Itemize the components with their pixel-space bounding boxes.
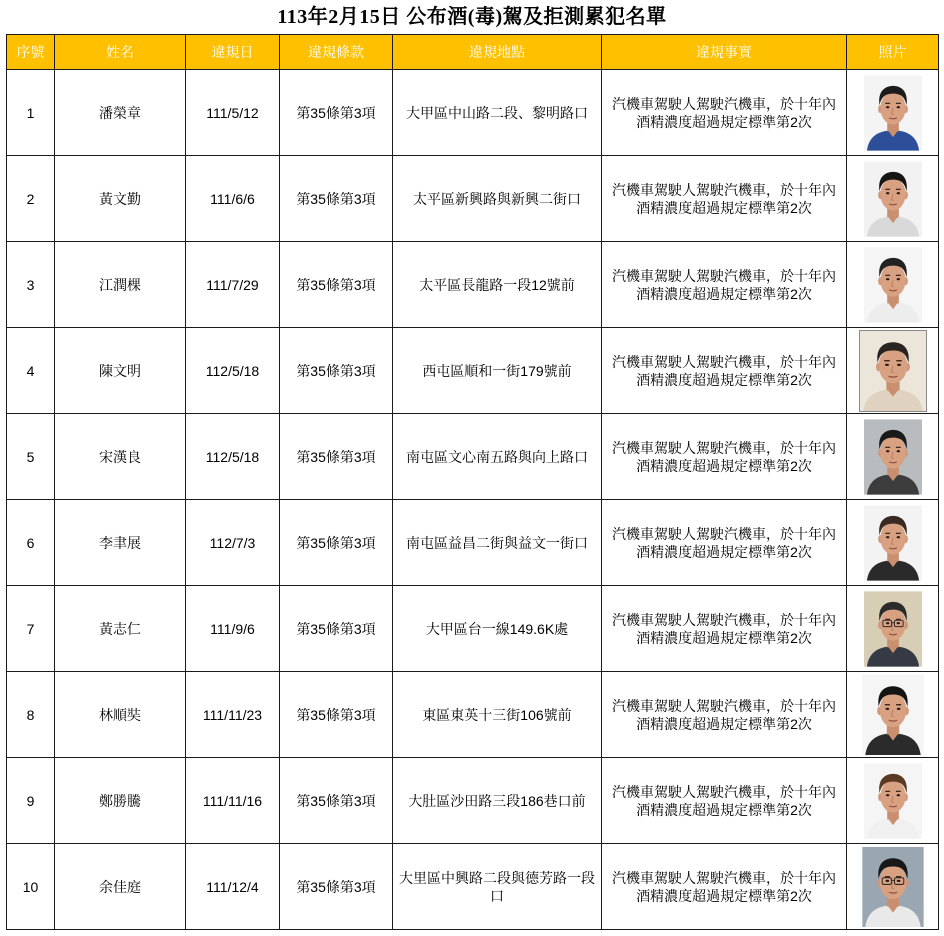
table-row	[7, 70, 939, 156]
violation-fact-line: 酒精濃度超過規定標準第2次	[636, 199, 812, 216]
photo-cell	[847, 844, 939, 930]
violation-fact	[602, 242, 847, 328]
table-row	[7, 156, 939, 242]
table-row	[7, 844, 939, 930]
violation-fact-line: 酒精濃度超過規定標準第2次	[636, 371, 812, 388]
driver-name: 黃文勤	[55, 156, 186, 242]
person-photo	[864, 74, 922, 152]
violation-date: 112/5/18	[186, 414, 280, 500]
violation-location: 南屯區文心南五路與向上路口	[393, 414, 602, 500]
violation-fact-line: 酒精濃度超過規定標準第2次	[636, 113, 812, 130]
violation-fact-line: 酒精濃度超過規定標準第2次	[636, 629, 812, 646]
violation-fact-line: 酒精濃度超過規定標準第2次	[636, 887, 812, 904]
table-row	[7, 414, 939, 500]
driver-name: 鄭勝騰	[55, 758, 186, 844]
row-number: 9	[7, 758, 55, 844]
row-number: 8	[7, 672, 55, 758]
person-photo	[864, 590, 922, 668]
column-header-fact: 違規事實	[602, 35, 847, 70]
page-title: 113年2月15日 公布酒(毒)駕及拒測累犯名單	[277, 6, 667, 28]
violation-date: 111/5/12	[186, 70, 280, 156]
violation-article: 第35條第3項	[280, 242, 393, 328]
violation-fact	[602, 500, 847, 586]
photo-cell	[847, 70, 939, 156]
violation-article: 第35條第3項	[280, 70, 393, 156]
column-header-number: 序號	[7, 35, 55, 70]
violation-fact-line: 汽機車駕駛人駕駛汽機車，於十年內	[612, 783, 836, 800]
violation-fact	[602, 672, 847, 758]
row-number: 7	[7, 586, 55, 672]
violation-fact	[602, 586, 847, 672]
violation-date: 111/6/6	[186, 156, 280, 242]
violation-location: 南屯區益昌二街與益文一街口	[393, 500, 602, 586]
violation-location: 東區東英十三街106號前	[393, 672, 602, 758]
violation-article: 第35條第3項	[280, 328, 393, 414]
offender-table	[6, 34, 939, 930]
row-number: 2	[7, 156, 55, 242]
column-header-location: 違規地點	[393, 35, 602, 70]
violation-location: 太平區新興路與新興二街口	[393, 156, 602, 242]
violation-article: 第35條第3項	[280, 500, 393, 586]
driver-name: 江潤棵	[55, 242, 186, 328]
driver-name: 宋漢良	[55, 414, 186, 500]
photo-cell	[847, 586, 939, 672]
violation-fact-line: 汽機車駕駛人駕駛汽機車，於十年內	[612, 525, 836, 542]
table-row	[7, 328, 939, 414]
row-number: 5	[7, 414, 55, 500]
violation-fact-line: 汽機車駕駛人駕駛汽機車，於十年內	[612, 869, 836, 886]
violation-date: 111/7/29	[186, 242, 280, 328]
person-photo	[864, 160, 922, 238]
column-header-name: 姓名	[55, 35, 186, 70]
person-photo	[864, 504, 922, 582]
violation-date: 111/11/23	[186, 672, 280, 758]
photo-cell	[847, 328, 939, 414]
violation-location: 太平區長龍路一段12號前	[393, 242, 602, 328]
driver-name: 李聿展	[55, 500, 186, 586]
violation-date: 111/9/6	[186, 586, 280, 672]
column-header-photo: 照片	[847, 35, 939, 70]
violation-article: 第35條第3項	[280, 758, 393, 844]
violation-location: 西屯區順和一街179號前	[393, 328, 602, 414]
violation-fact-line: 酒精濃度超過規定標準第2次	[636, 543, 812, 560]
violation-article: 第35條第3項	[280, 672, 393, 758]
table-row	[7, 242, 939, 328]
violation-date: 111/12/4	[186, 844, 280, 930]
row-number: 3	[7, 242, 55, 328]
violation-fact-line: 酒精濃度超過規定標準第2次	[636, 285, 812, 302]
column-header-date: 違規日	[186, 35, 280, 70]
person-photo	[860, 331, 926, 411]
driver-name: 潘榮章	[55, 70, 186, 156]
violation-fact	[602, 70, 847, 156]
column-header-article: 違規條款	[280, 35, 393, 70]
violation-location: 大甲區中山路二段、黎明路口	[393, 70, 602, 156]
violation-fact-line: 汽機車駕駛人駕駛汽機車，於十年內	[612, 439, 836, 456]
violation-fact	[602, 156, 847, 242]
violation-article: 第35條第3項	[280, 156, 393, 242]
violation-location: 大甲區台一線149.6K處	[393, 586, 602, 672]
photo-cell	[847, 156, 939, 242]
violation-location: 大肚區沙田路三段186巷口前	[393, 758, 602, 844]
violation-article: 第35條第3項	[280, 414, 393, 500]
violation-date: 112/7/3	[186, 500, 280, 586]
violation-fact-line: 酒精濃度超過規定標準第2次	[636, 457, 812, 474]
header-row	[7, 35, 939, 70]
violation-fact	[602, 328, 847, 414]
person-photo	[862, 675, 924, 755]
photo-cell	[847, 242, 939, 328]
violation-location: 大里區中興路二段與德芳路一段口	[393, 844, 602, 930]
table-row	[7, 586, 939, 672]
row-number: 1	[7, 70, 55, 156]
photo-cell	[847, 500, 939, 586]
row-number: 6	[7, 500, 55, 586]
driver-name: 林順奘	[55, 672, 186, 758]
person-photo	[862, 847, 924, 927]
violation-fact	[602, 414, 847, 500]
violation-article: 第35條第3項	[280, 844, 393, 930]
table-row	[7, 758, 939, 844]
row-number: 10	[7, 844, 55, 930]
violation-article: 第35條第3項	[280, 586, 393, 672]
violation-fact-line: 酒精濃度超過規定標準第2次	[636, 715, 812, 732]
violation-fact-line: 汽機車駕駛人駕駛汽機車，於十年內	[612, 697, 836, 714]
violation-date: 111/11/16	[186, 758, 280, 844]
photo-cell	[847, 672, 939, 758]
driver-name: 黃志仁	[55, 586, 186, 672]
violation-fact-line: 汽機車駕駛人駕駛汽機車，於十年內	[612, 267, 836, 284]
violation-fact-line: 汽機車駕駛人駕駛汽機車，於十年內	[612, 95, 836, 112]
violation-fact	[602, 758, 847, 844]
person-photo	[864, 418, 922, 496]
person-photo	[864, 246, 922, 324]
violation-fact	[602, 844, 847, 930]
violation-fact-line: 酒精濃度超過規定標準第2次	[636, 801, 812, 818]
photo-cell	[847, 758, 939, 844]
violation-fact-line: 汽機車駕駛人駕駛汽機車，於十年內	[612, 353, 836, 370]
violation-fact-line: 汽機車駕駛人駕駛汽機車，於十年內	[612, 611, 836, 628]
photo-cell	[847, 414, 939, 500]
table-row	[7, 500, 939, 586]
driver-name: 陳文明	[55, 328, 186, 414]
violation-fact-line: 汽機車駕駛人駕駛汽機車，於十年內	[612, 181, 836, 198]
driver-name: 余佳庭	[55, 844, 186, 930]
table-row	[7, 672, 939, 758]
row-number: 4	[7, 328, 55, 414]
violation-date: 112/5/18	[186, 328, 280, 414]
person-photo	[864, 762, 922, 840]
